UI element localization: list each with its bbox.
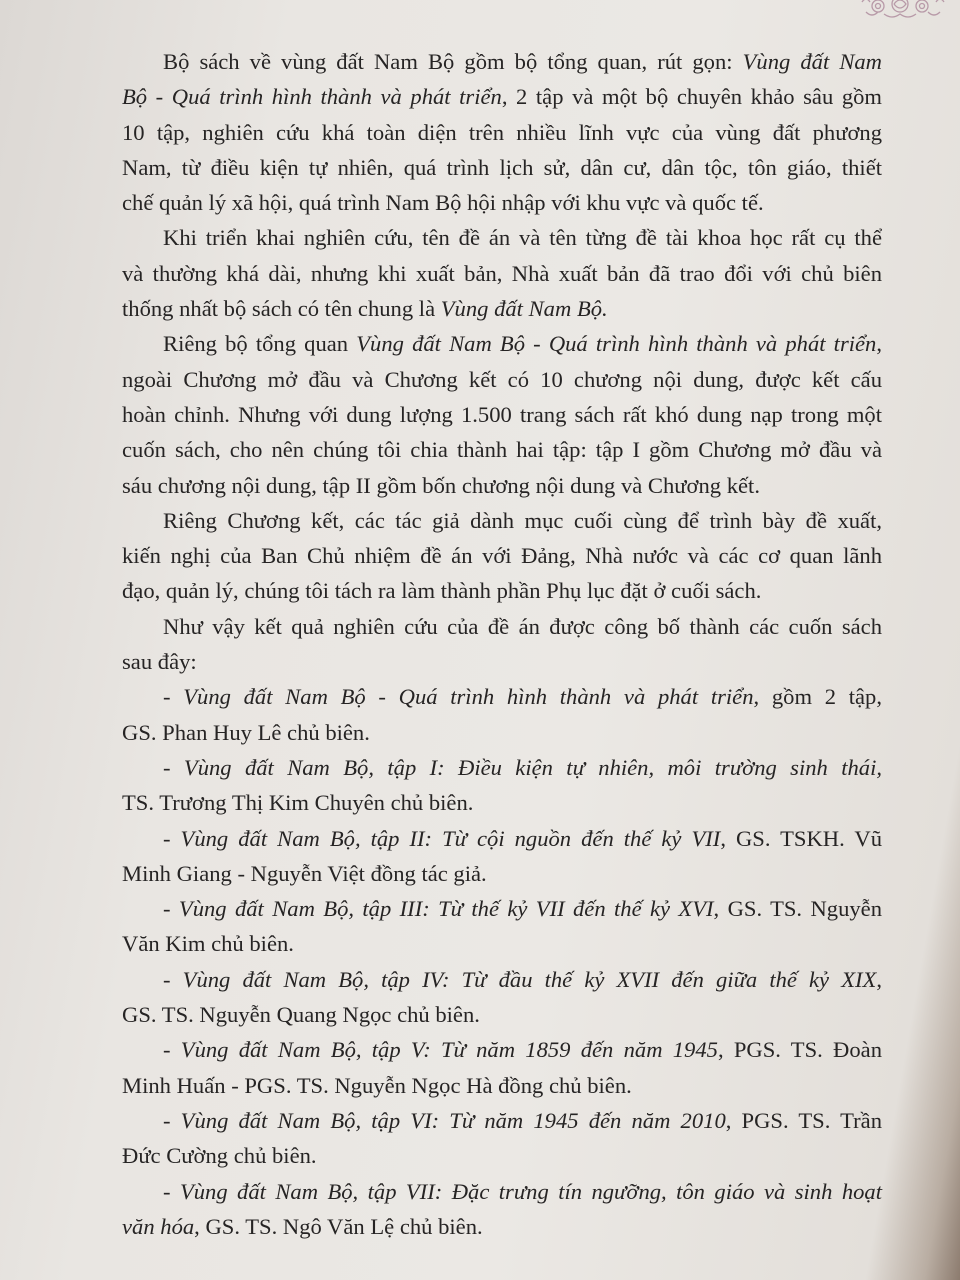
text-line (122, 750, 882, 785)
italic-text: - Vùng đất Nam Bộ, tập V: Từ năm 1859 đến năm 1945 (163, 1037, 718, 1063)
text-line (122, 679, 882, 714)
text: , (876, 966, 882, 992)
text-line (122, 715, 882, 750)
paragraph (122, 609, 882, 680)
text: , PGS. TS. Trần (725, 1107, 882, 1133)
text-line (122, 432, 882, 467)
text: ngoài Chương mở đầu và Chương kết có 10 chương nội dung, được kết cấu (122, 366, 882, 392)
text-line (122, 150, 882, 185)
text-line (122, 609, 882, 644)
text: TS. Trương Thị Kim Chuyên chủ biên. (122, 790, 474, 816)
text: , PGS. TS. Đoàn (717, 1037, 882, 1063)
text-line (122, 1174, 882, 1209)
text-line (122, 821, 882, 856)
text-line (122, 1032, 882, 1067)
text: Như vậy kết quả nghiên cứu của đề án được công bố thành các cuốn sách (163, 613, 882, 639)
text: , GS. TS. Ngô Văn Lệ chủ biên. (194, 1213, 483, 1239)
paragraph (122, 1174, 882, 1245)
text-line (122, 644, 882, 679)
text-line (122, 856, 882, 891)
paragraph (122, 503, 882, 609)
text: GS. TS. Nguyễn Quang Ngọc chủ biên. (122, 1002, 480, 1028)
text-line (122, 785, 882, 820)
text: kiến nghị của Ban Chủ nhiệm đề án với Đảng, Nhà nước và các cơ quan lãnh (122, 543, 882, 569)
text-line (122, 291, 882, 326)
italic-text: - Vùng đất Nam Bộ, tập I: Điều kiện tự nhiên, môi trường sinh thái, (163, 754, 882, 780)
text-line (122, 503, 882, 538)
text: Riêng bộ tổng quan (163, 331, 357, 357)
paragraph (122, 891, 882, 962)
text: và thường khá dài, nhưng khi xuất bản, Nhà xuất bản đã trao đổi với chủ biên (122, 260, 882, 286)
text-line (122, 891, 882, 926)
paragraph (122, 326, 882, 502)
paragraph (122, 750, 882, 821)
italic-text: văn hóa (122, 1213, 195, 1239)
text: đạo, quản lý, chúng tôi tách ra làm thành phần Phụ lục đặt ở cuối sách. (122, 578, 762, 604)
text-line (122, 397, 882, 432)
text-line (122, 256, 882, 291)
italic-text: Vùng đất Nam Bộ - Quá trình hình thành và phát triển (356, 331, 877, 357)
text: , GS. TSKH. Vũ (720, 825, 882, 851)
text: Riêng Chương kết, các tác giả dành mục cuối cùng để trình bày đề xuất, (163, 507, 882, 533)
italic-text: - Vùng đất Nam Bộ, tập III: Từ thế kỷ VII đến thế kỷ XVI (163, 896, 714, 922)
italic-text: - Vùng đất Nam Bộ, tập IV: Từ đầu thế kỷ XVII đến giữa thế kỷ XIX (163, 966, 877, 992)
text-line (122, 926, 882, 961)
text: sáu chương nội dung, tập II gồm bốn chương nội dung và Chương kết. (122, 472, 760, 498)
paragraph (122, 44, 882, 220)
text: Nam, từ điều kiện tự nhiên, quá trình lịch sử, dân cư, dân tộc, tôn giáo, thiết (122, 154, 882, 180)
text: , 2 tập và một bộ chuyên khảo sâu gồm (501, 84, 882, 110)
text-line (122, 1068, 882, 1103)
book-page-text (122, 44, 882, 1244)
text-line (122, 115, 882, 150)
paragraph (122, 821, 882, 892)
text-line (122, 1103, 882, 1138)
text: Bộ sách về vùng đất Nam Bộ gồm bộ tổng quan, rút gọn: (163, 49, 743, 74)
italic-text: Bộ - Quá trình hình thành và phát triển (122, 84, 502, 110)
text-line (122, 326, 882, 361)
text-line (122, 538, 882, 573)
text-line (122, 362, 882, 397)
text: - (163, 684, 184, 710)
text-line (122, 997, 882, 1032)
text-line (122, 573, 882, 608)
text-line (122, 962, 882, 997)
text-line (122, 1138, 882, 1173)
text-line (122, 185, 882, 220)
text: , GS. TS. Nguyễn (713, 896, 882, 922)
text: Văn Kim chủ biên. (122, 931, 294, 957)
text-line (122, 220, 882, 255)
text: Minh Giang - Nguyễn Việt đồng tác giả. (122, 860, 487, 886)
italic-text: Vùng đất Nam Bộ. (440, 296, 608, 322)
text: cuốn sách, cho nên chúng tôi chia thành hai tập: tập I gồm Chương mở đầu và (122, 437, 882, 463)
italic-text: Vùng đất Nam Bộ - Quá trình hình thành và phát triển (183, 684, 754, 710)
italic-text: - Vùng đất Nam Bộ, tập II: Từ cội nguồn đến thế kỷ VII (163, 825, 721, 851)
text: , gồm 2 tập, (753, 684, 882, 710)
text: sau đây: (122, 649, 197, 675)
floral-ornament-icon (860, 0, 946, 22)
text-line (122, 79, 882, 114)
paragraph (122, 962, 882, 1033)
paragraph (122, 1032, 882, 1103)
text: hoàn chỉnh. Nhưng với dung lượng 1.500 trang sách rất khó dung nạp trong một (122, 401, 882, 427)
text: Minh Huấn - PGS. TS. Nguyễn Ngọc Hà đồng chủ biên. (122, 1072, 632, 1098)
text: thống nhất bộ sách có tên chung là (122, 296, 441, 322)
italic-text: - Vùng đất Nam Bộ, tập VI: Từ năm 1945 đến năm 2010 (163, 1107, 726, 1133)
paragraph (122, 1103, 882, 1174)
text: chế quản lý xã hội, quá trình Nam Bộ hội nhập với khu vực và quốc tế. (122, 190, 764, 216)
text-line (122, 1209, 882, 1244)
text: , (876, 331, 882, 357)
italic-text: - Vùng đất Nam Bộ, tập VII: Đặc trưng tín ngưỡng, tôn giáo và sinh hoạt (163, 1178, 882, 1204)
paragraph (122, 220, 882, 326)
text: 10 tập, nghiên cứu khá toàn diện trên nhiều lĩnh vực của vùng đất phương (122, 119, 882, 145)
text-line (122, 468, 882, 503)
paragraph (122, 679, 882, 750)
text: GS. Phan Huy Lê chủ biên. (122, 719, 370, 745)
text: Đức Cường chủ biên. (122, 1143, 317, 1169)
text: Khi triển khai nghiên cứu, tên đề án và tên từng đề tài khoa học rất cụ thể (163, 225, 882, 251)
text-line (122, 44, 882, 79)
italic-text: Vùng đất Nam (742, 49, 882, 74)
